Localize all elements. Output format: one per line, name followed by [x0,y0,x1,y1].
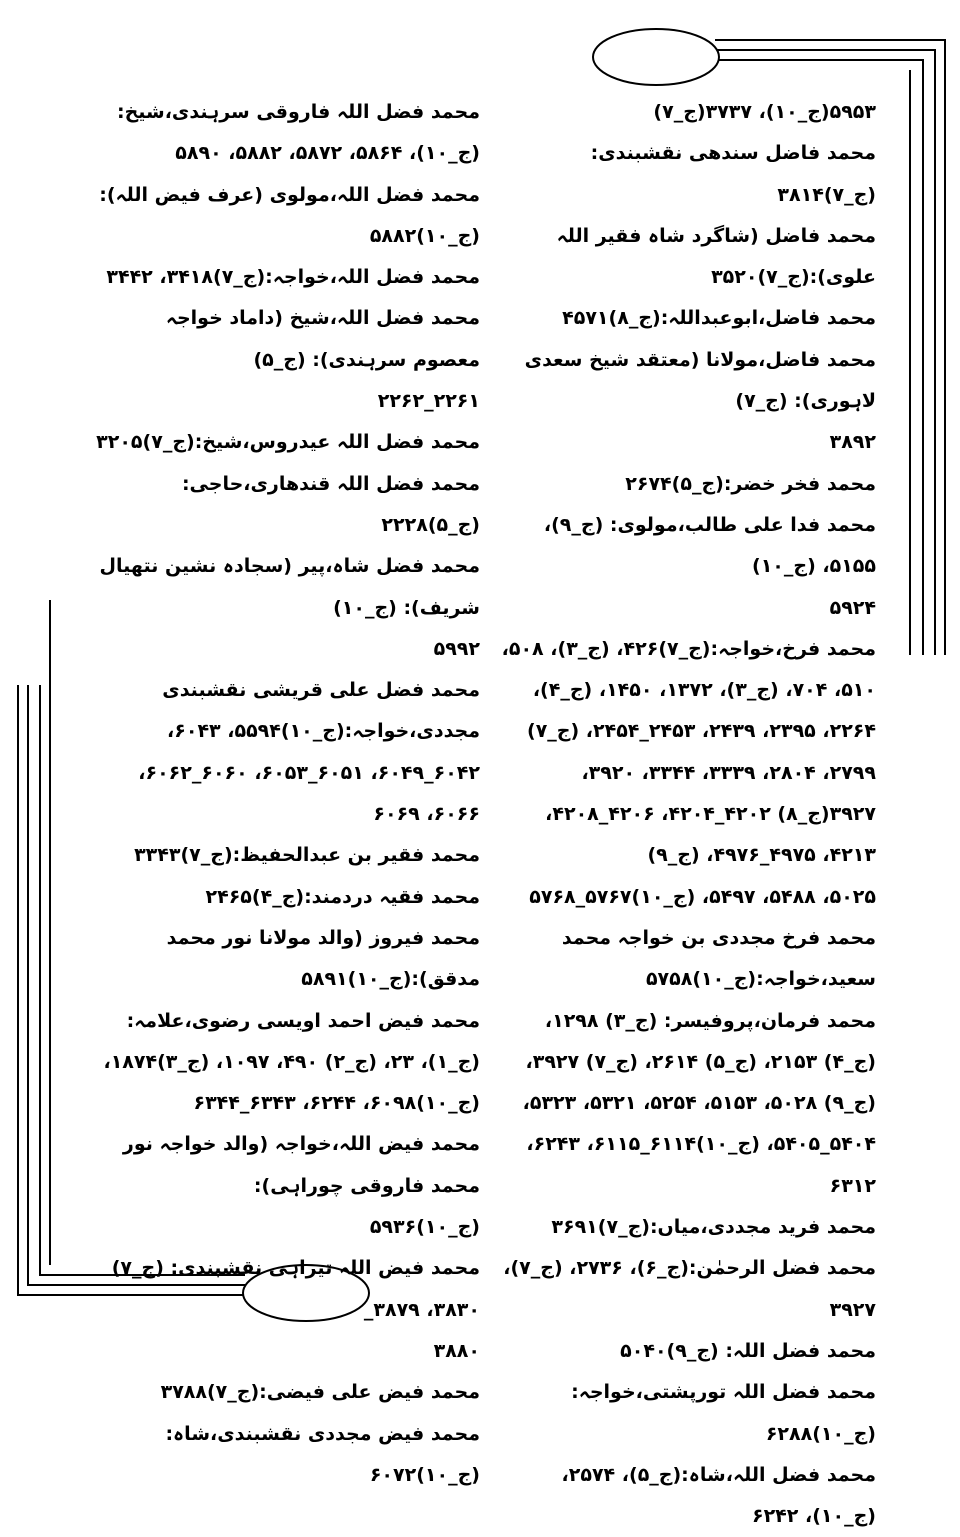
right-column [496,92,876,1537]
index-entry: محمد فضل اللہ: (ج_۹)۵۰۴۰ [620,1339,876,1362]
index-entry: محمد فضل اللہ تورپشتی،خواجہ:(ج_۱۰)۶۲۸۸ [571,1381,876,1445]
index-entry: محمد فاضل،ابوعبداللہ:(ج_۸)۴۵۷۱ [562,307,876,330]
index-entry: محمد فخر خضر:(ج_۵)۲۶۷۴ [625,472,876,495]
index-entry: محمد فیض اللہ،خواجہ (والد خواجہ نور محمد فاروقی چوراہی): (ج_۱۰)۵۹۳۶ [122,1133,480,1239]
index-entry: محمد فضل اللہ،مولوی (عرف فیض اللہ):(ج_۱۰)۵۸۸۲ [99,183,480,247]
index-entry: محمد فضل اللہ فاروقی سرہندی،شیخ: (ج_۱۰)، ۵۸۶۴، ۵۸۷۲، ۵۸۸۲، ۵۸۹۰ [116,101,480,165]
index-entry: محمد فقیہ دردمند:(ج_۴)۲۴۶۵ [205,885,480,908]
left-column [96,92,480,1496]
index-entry: محمد فضل شاہ،پیر (سجادہ نشین نتھیال شریف): (ج_۱۰) ۵۹۹۲ [99,555,480,660]
index-entry: محمد فرید مجددی،میاں:(ج_۷)۳۶۹۱ [551,1216,876,1239]
index-entry: محمد فضل اللہ قندھاری،حاجی:(ج_۵)۲۲۲۸ [181,472,480,536]
index-entry: محمد فضل الرحمٰن:(ج_۶)، ۲۷۳۶، (ج_۷)، ۳۹۲۷ [503,1257,876,1321]
index-entry: محمد فیض علی فیضی:(ج_۷)۳۷۸۸ [160,1381,480,1404]
index-entry: محمد فیض اللہ تیراہی نقشبندی: (ج_۷) ۳۸۳۰، ۳۸۷۹_ ۳۸۸۰ [111,1257,480,1362]
index-entry: محمد فرخ مجددی بن خواجہ محمد سعید،خواجہ:(ج_۱۰)۵۷۵۸ [561,926,876,991]
index-entry: محمد فضل اللہ،خواجہ:(ج_۷)۳۴۱۸، ۳۴۴۲ [106,266,480,289]
index-entry: محمد فضل علی قریشی نقشبندی مجددی،خواجہ:(ج_۱۰)۵۵۹۴، ۶۰۴۳، ۶۰۴۲_۶۰۴۹، ۶۰۵۱_۶۰۵۳، ۶۰۶۰_۶۰۶۲، ۶۰۶۶، ۶۰۶۹ [138,679,480,826]
index-entry: محمد فقیر بن عبدالحفیظ:(ج_۷)۳۳۴۳ [134,844,480,867]
index-entry: محمد فاضل (شاگرد شاہ فقیر اللہ علوی):(ج_۷)۳۵۲۰ [556,224,876,289]
index-entry: محمد فیض مجددی نقشبندی،شاہ:(ج_۱۰)۶۰۷۲ [165,1422,480,1486]
index-entry: ۵۹۵۳(ج_۱۰)، ۳۷۳۷(ج_۷) [653,101,876,123]
index-entry: محمد فرمان،پروفیسر: (ج_۳) ۱۲۹۸، (ج_۴) ۲۱۵۳، (ج_۵) ۲۶۱۴، (ج_۷) ۳۹۲۷، (ج_۹) ۵۰۲۸، ۵۱۵۳، ۵۲۵۴، ۵۳۲۱، ۵۳۲۳، ۵۴۰۴_۵۴۰۵، (ج_۱۰)۶۱۱۴_۶۱۱۵، ۶۲۴۳، ۶۳۱۲ [522,1009,876,1197]
index-entry: محمد فیروز (والد مولانا نور محمد مدقق):(ج_۱۰)۵۸۹۱ [166,926,480,991]
index-entry: محمد فاضل،مولانا (معتقد شیخ سعدی لاہوری): (ج_۷) ۳۸۹۲ [524,348,876,454]
index-entry: محمد فضل اللہ عیدروس،شیخ:(ج_۷)۳۲۰۵ [96,431,480,454]
index-entry: محمد فرخ،خواجہ:(ج_۷)۴۲۶، (ج_۳)، ۵۰۸، ۵۱۰، ۷۰۴، (ج_۳)، ۱۳۷۲، ۱۴۵۰، (ج_۴)، ۲۲۶۴، ۲۳۹۵، ۲۴۳۹، ۲۴۵۳_۲۴۵۴، (ج_۷) ۲۷۹۹، ۲۸۰۴، ۳۳۳۹، ۳۳۴۴، ۳۹۲۰، ۳۹۲۷(ج_۸) ۴۲۰۲_۴۲۰۴، ۴۲۰۶_۴۲۰۸، ۴۲۱۳، ۴۹۷۵_۴۹۷۶، (ج_۹) ۵۰۲۵، ۵۴۸۸، ۵۴۹۷، (ج_۱۰)۵۷۶۷_۵۷۶۸ [501,637,876,908]
index-entry: محمد فیض احمد اویسی رضوی،علامہ: (ج_۱)، ۲۳، (ج_۲) ۴۹۰، ۱۰۹۷، (ج_۳)۱۸۷۴، (ج_۱۰)۶۰۹۸، ۶۲۴۴، ۶۳۴۳_۶۳۴۴ [103,1009,480,1115]
index-entry: محمد فضل اللہ،شیخ (داماد خواجہ معصوم سرہندی): (ج_۵) ۲۲۶۱_۲۲۶۲ [165,307,480,413]
top-ornament-oval [593,29,719,85]
index-entry: محمد فاضل سندھی نقشبندی:(ج_۷)۳۸۱۴ [590,142,876,206]
index-entry: محمد فضل اللہ،شاہ:(ج_۵)، ۲۵۷۴، (ج_۱۰)، ۶۲۴۲ [561,1463,876,1528]
index-entry: محمد فدا علی طالب،مولوی: (ج_۹)، ۵۱۵۵، (ج_۱۰) ۵۹۲۴ [543,513,876,619]
